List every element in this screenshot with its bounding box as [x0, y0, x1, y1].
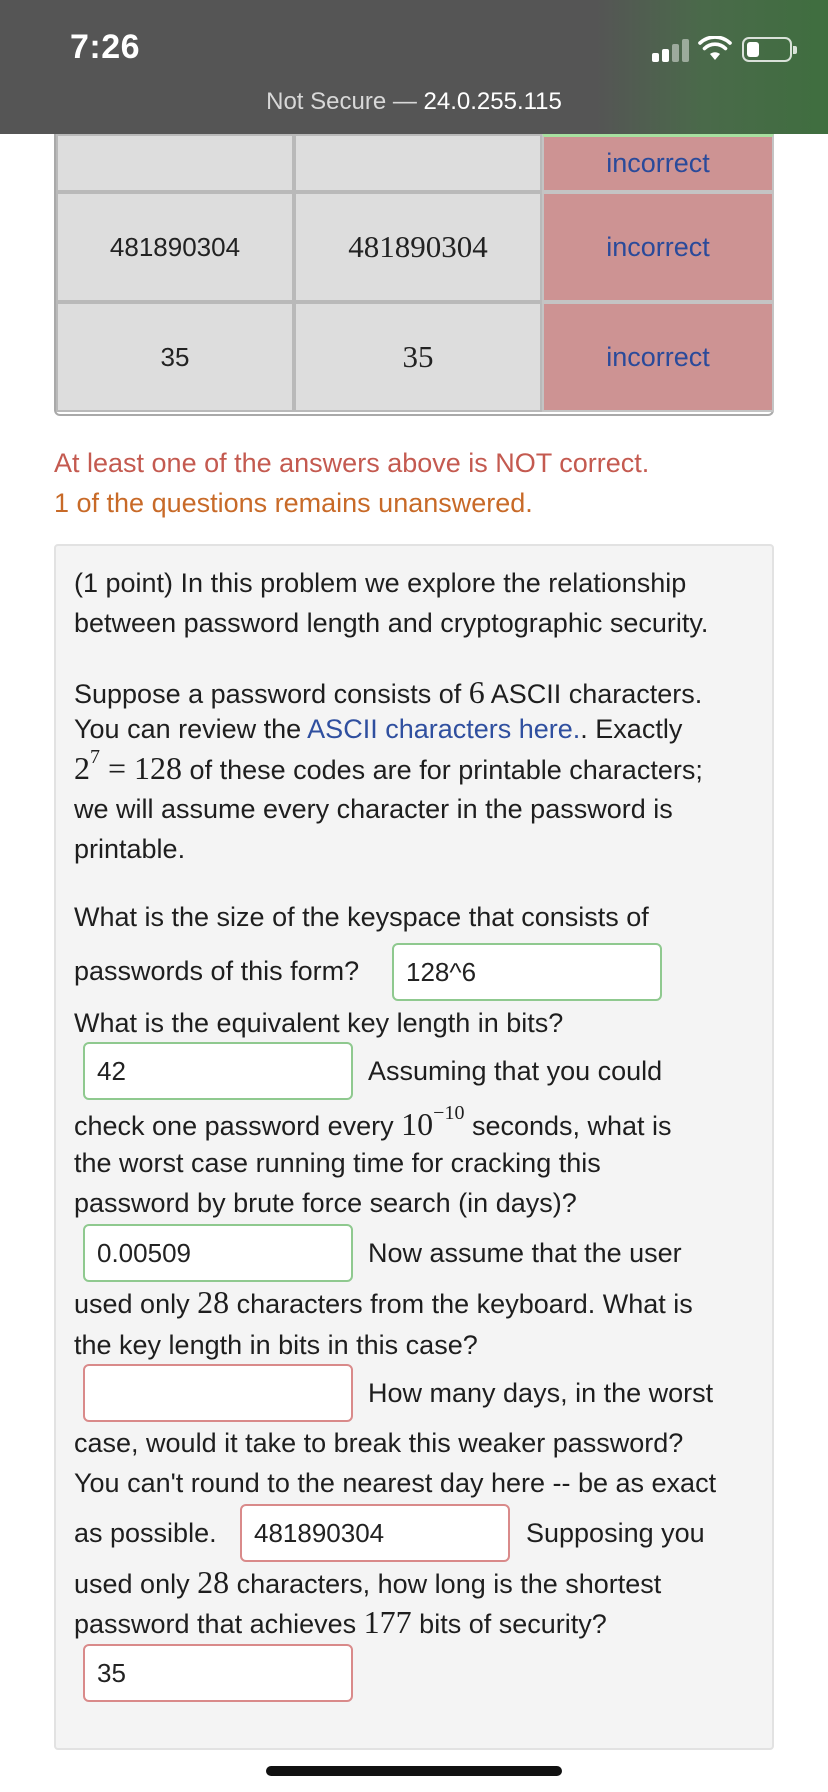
question-text: What is the equivalent key length in bits?	[74, 1008, 564, 1038]
answer-input-days[interactable]: 481890304	[240, 1504, 510, 1562]
address-bar[interactable]	[0, 88, 828, 116]
question-text: Assuming that you could	[368, 1056, 663, 1086]
question-text: You can't round to the nearest day here -- be as exact	[74, 1468, 717, 1498]
preview-cell: 35	[294, 302, 542, 412]
status-bar	[0, 0, 828, 134]
question-text: passwords of this form?	[74, 956, 360, 986]
question-text: check one password every $10^{-10}$ seconds, what is	[74, 1102, 672, 1142]
answer-input-weak-key-length[interactable]	[83, 1364, 353, 1422]
question-text: password that achieves 177 bits of security?	[74, 1604, 607, 1640]
question-text: How many days, in the worst	[368, 1378, 714, 1408]
security-indicator: Not Secure	[266, 88, 387, 115]
preview-cell: 481890304	[294, 192, 542, 302]
question-text: the worst case running time for cracking this	[74, 1148, 601, 1178]
math-expression: 28	[197, 1564, 230, 1600]
incorrect-message: At least one of the answers above is NOT correct.	[54, 448, 650, 478]
home-indicator[interactable]	[266, 1766, 562, 1776]
paragraph-text: $2^7 = 128$ of these codes are for printable characters;	[74, 746, 703, 786]
math-expression: $2^7 = 128$	[74, 746, 183, 786]
unanswered-message: 1 of the questions remains unanswered.	[54, 488, 533, 518]
result-cell: incorrect	[542, 134, 774, 192]
question-text: Supposing you	[526, 1518, 705, 1548]
paragraph-text: we will assume every character in the password is	[74, 794, 673, 824]
paragraph-text: You can review the ASCII characters here.. Exactly	[74, 714, 683, 744]
cellular-signal-icon	[652, 38, 690, 62]
preview-cell	[294, 134, 542, 192]
entered-cell: 35	[56, 302, 294, 412]
url-host: 24.0.255.115	[423, 88, 562, 115]
question-text: case, would it take to break this weaker password?	[74, 1428, 684, 1458]
battery-icon	[742, 37, 792, 62]
paragraph-text: printable.	[74, 834, 186, 864]
wifi-icon	[698, 36, 732, 62]
answer-input-running-time[interactable]: 0.00509	[83, 1224, 353, 1282]
answer-input-password-length[interactable]: 35	[83, 1644, 353, 1702]
answer-input-keyspace[interactable]: 128^6	[392, 943, 662, 1001]
math-expression: $10^{-10}$	[401, 1102, 465, 1142]
answer-input-key-length[interactable]: 42	[83, 1042, 353, 1100]
result-cell: incorrect	[542, 192, 774, 302]
ascii-characters-link[interactable]: ASCII characters here.	[307, 714, 581, 744]
entered-cell	[56, 134, 294, 192]
intro-text: (1 point) In this problem we explore the relationship	[74, 568, 687, 598]
paragraph-text: Suppose a password consists of 6 ASCII characters.	[74, 674, 703, 710]
result-cell: incorrect	[542, 302, 774, 412]
results-table	[54, 134, 774, 416]
math-expression: 177	[363, 1604, 412, 1640]
question-text: as possible.	[74, 1518, 217, 1548]
math-expression: 6	[468, 674, 485, 710]
question-text: What is the size of the keyspace that consists of	[74, 902, 649, 932]
question-text: Now assume that the user	[368, 1238, 682, 1268]
entered-cell: 481890304	[56, 192, 294, 302]
url-separator: —	[386, 88, 424, 115]
question-text: used only 28 characters from the keyboard. What is	[74, 1284, 693, 1320]
question-text: used only 28 characters, how long is the shortest	[74, 1564, 662, 1600]
math-expression: 28	[197, 1284, 230, 1320]
problem-box	[54, 544, 774, 1750]
question-text: password by brute force search (in days)?	[74, 1188, 577, 1218]
question-text: the key length in bits in this case?	[74, 1330, 478, 1360]
intro-text: between password length and cryptographic security.	[74, 608, 709, 638]
status-time: 7:26	[70, 28, 141, 66]
